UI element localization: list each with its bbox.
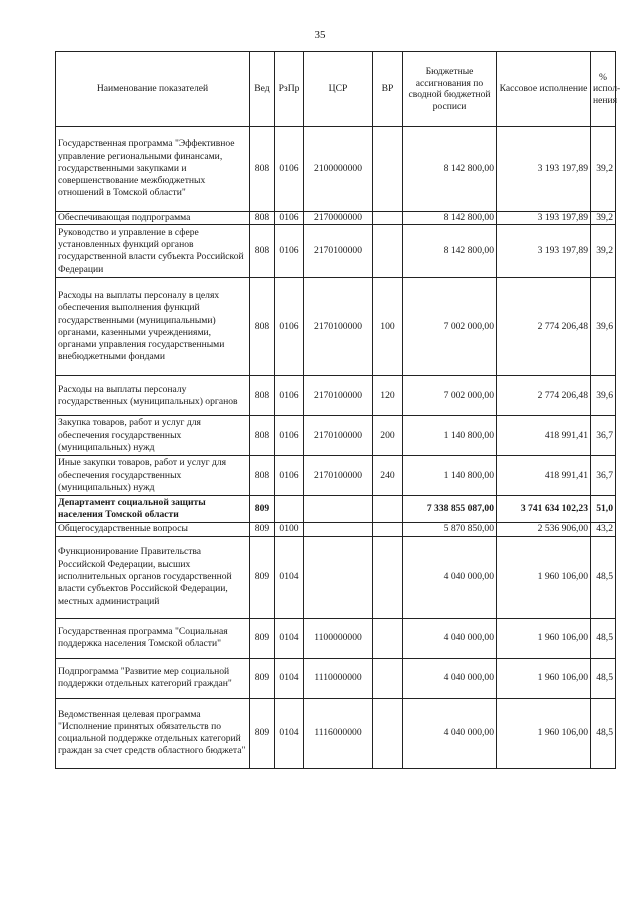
cell-vr [373,127,403,212]
cell-cash: 3 193 197,89 [497,212,591,225]
table-row [56,225,616,278]
table-row [56,523,616,536]
cell-pct: 39,2 [591,212,616,225]
cell-csr: 2170100000 [304,225,373,278]
cell-budget: 4 040 000,00 [403,658,497,698]
cell-rzpr: 0106 [275,278,304,376]
cell-pct: 51,0 [591,496,616,523]
cell-ved: 809 [250,698,275,768]
page-number: 35 [314,29,326,41]
cell-cash: 1 960 106,00 [497,618,591,658]
cell-vr: 200 [373,416,403,456]
cell-pct: 36,7 [591,456,616,496]
table-row [56,278,616,376]
cell-pct: 48,5 [591,618,616,658]
cell-ved: 809 [250,536,275,618]
cell-name: Закупка товаров, работ и услуг для обеспечения государственных (муниципальных) нужд [56,416,250,456]
table-body [56,127,616,769]
table-row [56,416,616,456]
cell-cash: 2 774 206,48 [497,376,591,416]
cell-pct: 39,2 [591,127,616,212]
table-row [56,456,616,496]
cell-budget: 1 140 800,00 [403,456,497,496]
cell-ved: 808 [250,225,275,278]
table-row [56,127,616,212]
cell-budget: 1 140 800,00 [403,416,497,456]
cell-vr [373,658,403,698]
cell-name: Иные закупки товаров, работ и услуг для обеспечения государственных (муниципальных) нужд [56,456,250,496]
cell-cash: 1 960 106,00 [497,536,591,618]
cell-csr: 2170000000 [304,212,373,225]
cell-csr [304,496,373,523]
cell-cash: 2 774 206,48 [497,278,591,376]
cell-pct: 39,2 [591,225,616,278]
cell-cash: 3 193 197,89 [497,127,591,212]
cell-rzpr: 0106 [275,376,304,416]
cell-rzpr [275,496,304,523]
cell-csr: 1110000000 [304,658,373,698]
table-row [56,698,616,768]
cell-cash: 1 960 106,00 [497,698,591,768]
cell-pct: 39,6 [591,278,616,376]
cell-csr: 1100000000 [304,618,373,658]
cell-csr: 2100000000 [304,127,373,212]
cell-budget: 5 870 850,00 [403,523,497,536]
cell-ved: 809 [250,658,275,698]
cell-cash: 2 536 906,00 [497,523,591,536]
cell-csr [304,523,373,536]
cell-cash: 418 991,41 [497,416,591,456]
cell-budget: 8 142 800,00 [403,225,497,278]
cell-csr: 2170100000 [304,456,373,496]
cell-budget: 4 040 000,00 [403,698,497,768]
cell-budget: 7 338 855 087,00 [403,496,497,523]
table-row [56,658,616,698]
cell-vr [373,618,403,658]
header-budget: Бюджетные ассигнования по сводной бюджетной росписи [403,52,497,127]
cell-name: Общегосударственные вопросы [56,523,250,536]
table-row [56,618,616,658]
cell-budget: 8 142 800,00 [403,212,497,225]
cell-ved: 809 [250,523,275,536]
cell-name: Расходы на выплаты персоналу государственных (муниципальных) органов [56,376,250,416]
cell-rzpr: 0106 [275,225,304,278]
cell-name: Руководство и управление в сфере установленных функций органов государственной власти субъекта Российской Федерации [56,225,250,278]
budget-execution-table [55,51,621,769]
cell-cash: 1 960 106,00 [497,658,591,698]
cell-pct: 39,6 [591,376,616,416]
cell-name: Ведомственная целевая программа "Исполнение принятых обязательств по социальной поддержке отдельных категорий граждан за счет средств областного бюджета" [56,698,250,768]
table-row [56,536,616,618]
cell-ved: 809 [250,496,275,523]
header-pct: % испол- нения [591,52,616,127]
cell-ved: 808 [250,376,275,416]
header-name: Наименование показателей [56,52,250,127]
header-csr: ЦСР [304,52,373,127]
cell-rzpr: 0104 [275,658,304,698]
cell-vr [373,225,403,278]
cell-budget: 8 142 800,00 [403,127,497,212]
header-vr: ВР [373,52,403,127]
cell-vr: 120 [373,376,403,416]
cell-rzpr: 0106 [275,127,304,212]
cell-rzpr: 0106 [275,456,304,496]
cell-vr: 240 [373,456,403,496]
cell-cash: 3 741 634 102,23 [497,496,591,523]
cell-vr [373,212,403,225]
cell-name: Государственная программа "Эффективное управление региональными финансами, государственными закупками и совершенствование межбюджетных отношений в Томской области" [56,127,250,212]
cell-vr [373,698,403,768]
table-row [56,496,616,523]
cell-ved: 808 [250,416,275,456]
cell-budget: 7 002 000,00 [403,376,497,416]
cell-cash: 418 991,41 [497,456,591,496]
cell-csr: 2170100000 [304,376,373,416]
cell-name: Департамент социальной защиты населения Томской области [56,496,250,523]
cell-budget: 7 002 000,00 [403,278,497,376]
cell-csr: 1116000000 [304,698,373,768]
cell-name: Функционирование Правительства Российской Федерации, высших исполнительных органов государственной власти субъектов Российской Федерации, местных администраций [56,536,250,618]
cell-pct: 48,5 [591,698,616,768]
cell-budget: 4 040 000,00 [403,618,497,658]
cell-csr: 2170100000 [304,416,373,456]
cell-ved: 809 [250,618,275,658]
cell-ved: 808 [250,212,275,225]
table-row [56,376,616,416]
table-row [56,212,616,225]
cell-name: Государственная программа "Социальная поддержка населения Томской области" [56,618,250,658]
cell-name: Расходы на выплаты персоналу в целях обеспечения выполнения функций государственными (муниципальными) органами, казенными учреждениями, органами управления государственными внебюджетными фондами [56,278,250,376]
cell-name: Подпрограмма "Развитие мер социальной поддержки отдельных категорий граждан" [56,658,250,698]
cell-cash: 3 193 197,89 [497,225,591,278]
cell-rzpr: 0104 [275,698,304,768]
cell-budget: 4 040 000,00 [403,536,497,618]
cell-ved: 808 [250,278,275,376]
cell-rzpr: 0104 [275,536,304,618]
cell-vr [373,496,403,523]
cell-pct: 36,7 [591,416,616,456]
cell-vr [373,523,403,536]
header-row [56,52,616,127]
cell-rzpr: 0106 [275,416,304,456]
cell-csr: 2170100000 [304,278,373,376]
header-rzpr: РзПр [275,52,304,127]
cell-vr [373,536,403,618]
cell-rzpr: 0104 [275,618,304,658]
cell-rzpr: 0106 [275,212,304,225]
header-ved: Вед [250,52,275,127]
cell-csr [304,536,373,618]
cell-pct: 48,5 [591,536,616,618]
cell-vr: 100 [373,278,403,376]
cell-ved: 808 [250,456,275,496]
cell-ved: 808 [250,127,275,212]
cell-pct: 48,5 [591,658,616,698]
header-cash: Кассовое исполнение [497,52,591,127]
cell-rzpr: 0100 [275,523,304,536]
cell-name: Обеспечивающая подпрограмма [56,212,250,225]
cell-pct: 43,2 [591,523,616,536]
